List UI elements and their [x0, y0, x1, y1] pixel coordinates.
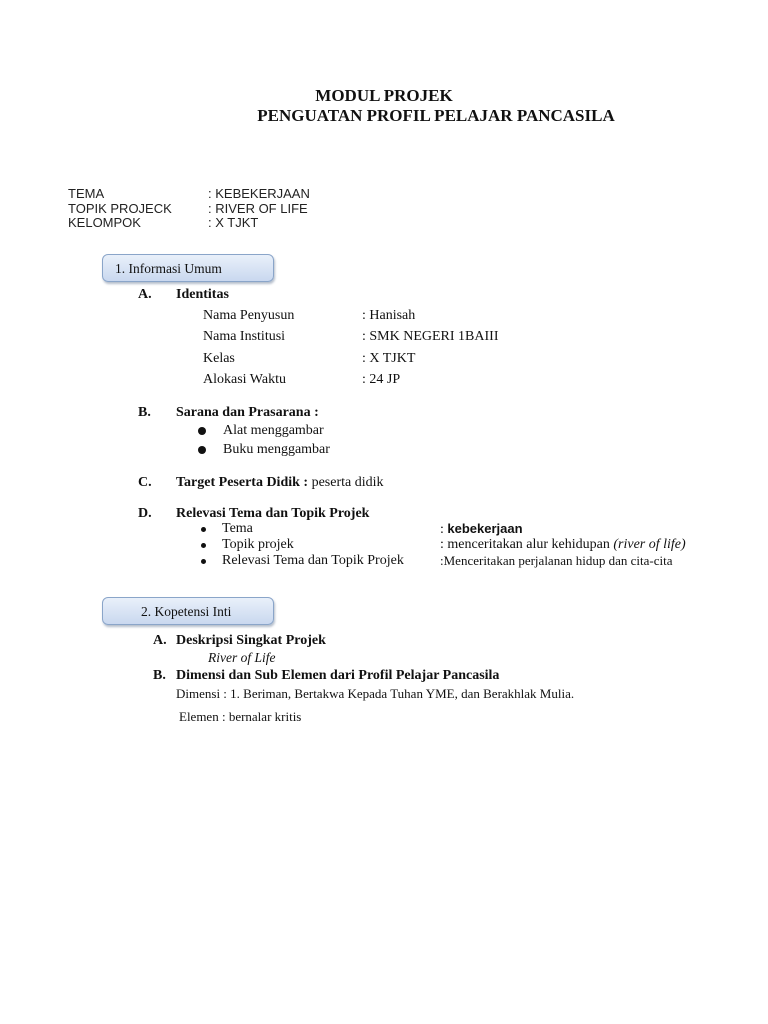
identitas-value-kelas: : X TJKT [362, 351, 416, 366]
identitas-label-institusi: Nama Institusi [203, 329, 286, 344]
relevasi-value-relevasi: :Menceritakan perjalanan hidup dan cita-cita [440, 553, 673, 568]
section-letter-a: A. [138, 287, 152, 302]
relevasi-heading: Relevasi Tema dan Topik Projek [176, 506, 370, 521]
identitas-value-institusi: : SMK NEGERI 1BAIII [362, 329, 499, 344]
deskripsi-text: River of Life [208, 650, 276, 665]
identitas-value-alokasi: : 24 JP [362, 372, 401, 387]
bullet-icon [198, 446, 206, 454]
document-title: MODUL PROJEK [315, 86, 453, 105]
relevasi-value-topik: : menceritakan alur kehidupan (river of life) [440, 537, 686, 552]
bullet-icon [201, 527, 206, 532]
dimensi-heading: Dimensi dan Sub Elemen dari Profil Pelajar Pancasila [176, 668, 500, 683]
identitas-label-alokasi: Alokasi Waktu [203, 372, 286, 387]
relevasi-label-relevasi: Relevasi Tema dan Topik Projek [222, 553, 404, 568]
target-value: peserta didik [308, 475, 384, 490]
section2-letter-b: B. [153, 668, 166, 683]
bullet-icon [201, 543, 206, 548]
section-box-kopetensi-inti [102, 597, 274, 625]
relevasi-value-tema: : kebekerjaan [440, 521, 523, 537]
document-subtitle: PENGUATAN PROFIL PELAJAR PANCASILA [257, 106, 615, 125]
meta-label-topik: TOPIK PROJECK [68, 201, 172, 216]
section-box-informasi-umum [102, 254, 274, 282]
relevasi-label-topik: Topik projek [222, 537, 294, 552]
bullet-icon [198, 427, 206, 435]
meta-value-kelompok: : X TJKT [208, 215, 259, 230]
section-letter-c: C. [138, 475, 152, 490]
target-line [176, 475, 384, 491]
bullet-icon [201, 559, 206, 564]
sarana-heading: Sarana dan Prasarana : [176, 405, 319, 420]
section2-letter-a: A. [153, 633, 167, 648]
sarana-item: Buku menggambar [223, 442, 330, 457]
section-letter-d: D. [138, 506, 152, 521]
meta-value-topik: : RIVER OF LIFE [208, 201, 308, 216]
section-letter-b: B. [138, 405, 151, 420]
sarana-item: Alat menggambar [223, 423, 324, 438]
identitas-value-penyusun: : Hanisah [362, 308, 416, 323]
meta-label-tema: TEMA [68, 186, 105, 201]
deskripsi-heading: Deskripsi Singkat Projek [176, 633, 326, 648]
meta-value-tema: : KEBEKERJAAN [208, 186, 310, 201]
meta-label-kelompok: KELOMPOK [68, 215, 141, 230]
target-heading: Target Peserta Didik : [176, 475, 309, 490]
relevasi-label-tema: Tema [222, 521, 253, 536]
elemen-text: Elemen : bernalar kritis [179, 709, 302, 724]
identitas-label-kelas: Kelas [203, 351, 235, 366]
section-box-label: 1. Informasi Umum [115, 261, 222, 276]
identitas-label-penyusun: Nama Penyusun [203, 308, 295, 323]
identitas-heading: Identitas [176, 287, 229, 302]
section-box-label: 2. Kopetensi Inti [141, 604, 232, 619]
dimensi-text: Dimensi : 1. Beriman, Bertakwa Kepada Tuhan YME, dan Berakhlak Mulia. [176, 686, 575, 701]
